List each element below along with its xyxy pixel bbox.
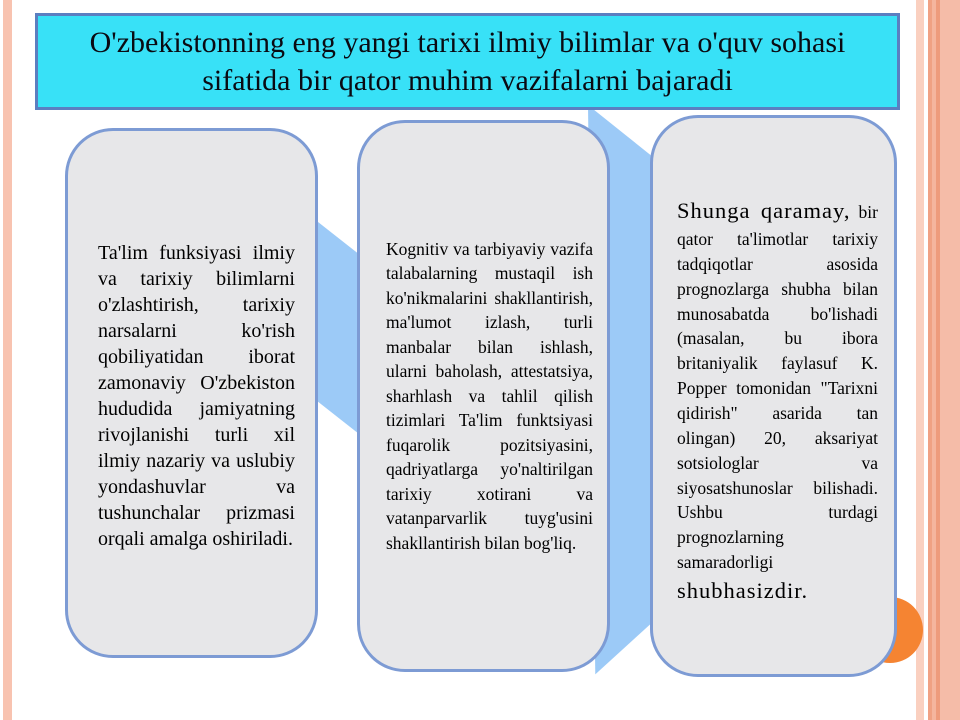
box-1-text: Ta'lim funksiyasi ilmiy va tarixiy bilimlarni o'zlashtirish, tarixiy narsalarni ko'rish qobiliyatidan iborat zamonaviy O'zbekiston hududida jamiyatning rivojlanishi turli xil ilmiy nazariy va uslubiy yondashuvlar va tushunchalar prizmasi orqali amalga oshiriladi.: [98, 242, 295, 550]
left-edge-stripe: [3, 0, 12, 720]
content-box-shunga-qaramay: [650, 115, 897, 677]
slide-title: O'zbekistonning eng yangi tarixi ilmiy bilimlar va o'quv sohasi sifatida bir qator muhim vazifalarni bajaradi: [89, 26, 846, 97]
right-edge-stripe: [940, 0, 960, 720]
content-box-kognitiv-vazifa: [357, 120, 610, 672]
box-3-body: bir qator ta'limotlar tarixiy tadqiqotlar asosida prognozlarga shubha bilan munosabatda bo'lishadi (masalan, bu ibora britaniyalik faylasuf K. Popper tomonidan "Tarixni qidirish" asarida tan olingan) 20, aksariyat sotsiologlar va siyosatshunoslar bilishadi. Ushbu turdagi prognozlarning samaradorligi: [677, 202, 878, 573]
box-3-intro: Shunga qaramay,: [677, 198, 851, 224]
title-banner: [35, 13, 900, 110]
connector-band-shape: [312, 215, 360, 437]
content-box-talim-funksiyasi: [65, 128, 318, 658]
box-2-text: Kognitiv va tarbiyaviy vazifa talabalarning mustaqil ish ko'nikmalarini shakllantirish, ma'lumot izlash, turli manbalar bilan ishlash, ularni baholash, attestatsiya, sharhlash va tahlil qilish tizimlari Ta'lim funktsiyasi fuqarolik pozitsiyasini, qadriyatlarga yo'naltirilgan tarixiy xotirani va vatanparvarlik tuyg'usini shakllantirish bilan bog'liq.: [386, 238, 593, 553]
box-3-outro: shubhasizdir.: [677, 577, 809, 603]
box-3-text: [677, 195, 878, 607]
